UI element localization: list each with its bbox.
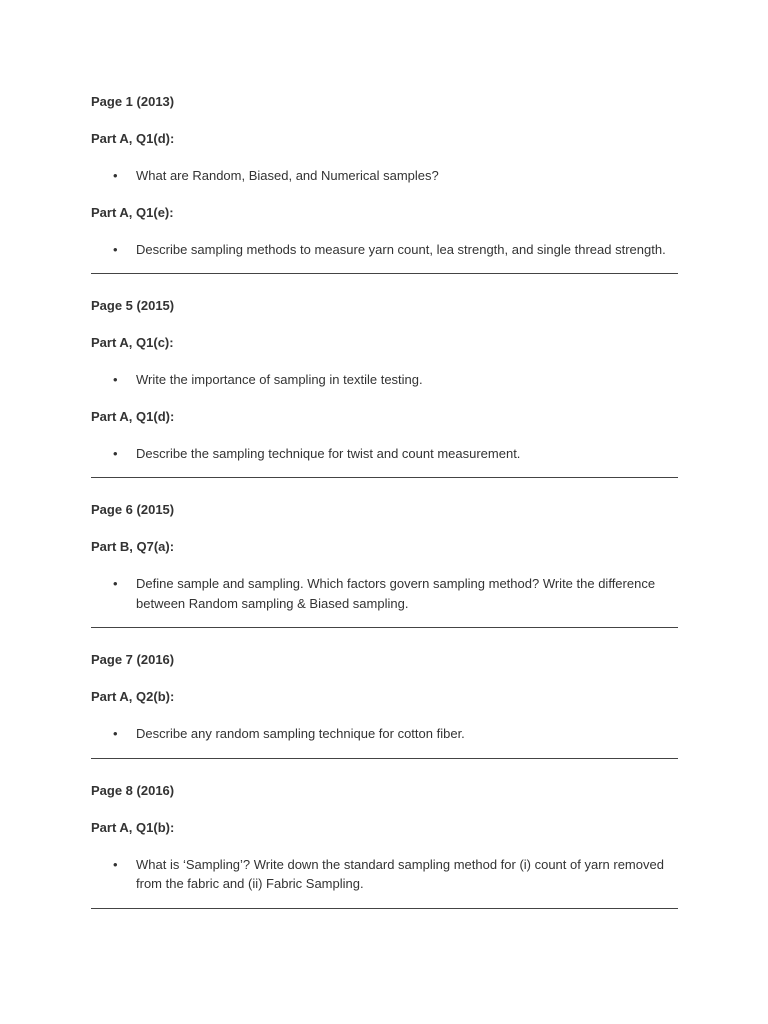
- bullet-icon: •: [113, 445, 118, 461]
- question-group: [91, 129, 678, 186]
- page-section: [91, 781, 678, 908]
- bullet-icon: •: [113, 726, 118, 741]
- bullet-icon: •: [113, 576, 118, 591]
- page-heading: Page 7 (2016): [91, 652, 175, 667]
- question-text: Describe sampling methods to measure yarn count, lea strength, and single thread strength.: [136, 241, 666, 257]
- question-group: [91, 407, 678, 464]
- page-heading: Page 1 (2013): [91, 94, 175, 109]
- question-text: What is ‘Sampling’? Write down the standard sampling method for (i) count of yarn removed from the fabric and (ii) Fabric Sampling.: [136, 856, 664, 891]
- bullet-icon: •: [113, 168, 118, 183]
- part-heading: Part A, Q1(b):: [91, 819, 175, 835]
- page-heading: Page 6 (2015): [91, 502, 175, 517]
- part-heading: Part A, Q1(e):: [91, 204, 174, 220]
- question-list: [91, 370, 678, 390]
- list-item: [91, 166, 678, 186]
- bullet-icon: •: [113, 241, 118, 257]
- bullet-icon: •: [113, 856, 118, 872]
- question-list: [91, 166, 678, 186]
- page-section: [91, 92, 678, 273]
- question-list: [91, 240, 678, 260]
- part-heading: Part B, Q7(a):: [91, 539, 175, 554]
- part-heading: Part A, Q1(d):: [91, 131, 175, 146]
- list-item: [91, 574, 678, 613]
- bullet-icon: •: [113, 372, 118, 387]
- section-divider: [91, 908, 678, 909]
- page-heading: Page 5 (2015): [91, 298, 175, 313]
- question-text: What are Random, Biased, and Numerical samples?: [136, 168, 439, 183]
- page-section: [91, 296, 678, 477]
- list-item: [91, 240, 678, 260]
- question-group: [91, 687, 678, 744]
- part-heading: Part A, Q2(b):: [91, 689, 175, 704]
- question-group: [91, 203, 678, 260]
- question-group: [91, 333, 678, 390]
- list-item: [91, 724, 678, 744]
- page-section: [91, 500, 678, 627]
- section-divider: [91, 758, 678, 759]
- part-heading: Part A, Q1(d):: [91, 408, 175, 424]
- section-divider: [91, 477, 678, 478]
- list-item: [91, 855, 678, 894]
- list-item: [91, 444, 678, 464]
- question-text: Describe any random sampling technique for cotton fiber.: [136, 726, 465, 741]
- question-text: Define sample and sampling. Which factors govern sampling method? Write the difference between Random sampling & Biased sampling.: [136, 576, 656, 611]
- question-list: [91, 855, 678, 894]
- question-list: [91, 724, 678, 744]
- page-heading: Page 8 (2016): [91, 782, 175, 798]
- question-list: [91, 444, 678, 464]
- question-text: Write the importance of sampling in textile testing.: [136, 372, 423, 387]
- question-group: [91, 818, 678, 894]
- question-text: Describe the sampling technique for twist and count measurement.: [136, 445, 521, 461]
- question-list: [91, 574, 678, 613]
- document-body: [91, 92, 678, 931]
- page-section: [91, 650, 678, 758]
- section-divider: [91, 273, 678, 274]
- section-divider: [91, 627, 678, 628]
- question-group: [91, 537, 678, 613]
- part-heading: Part A, Q1(c):: [91, 335, 174, 350]
- list-item: [91, 370, 678, 390]
